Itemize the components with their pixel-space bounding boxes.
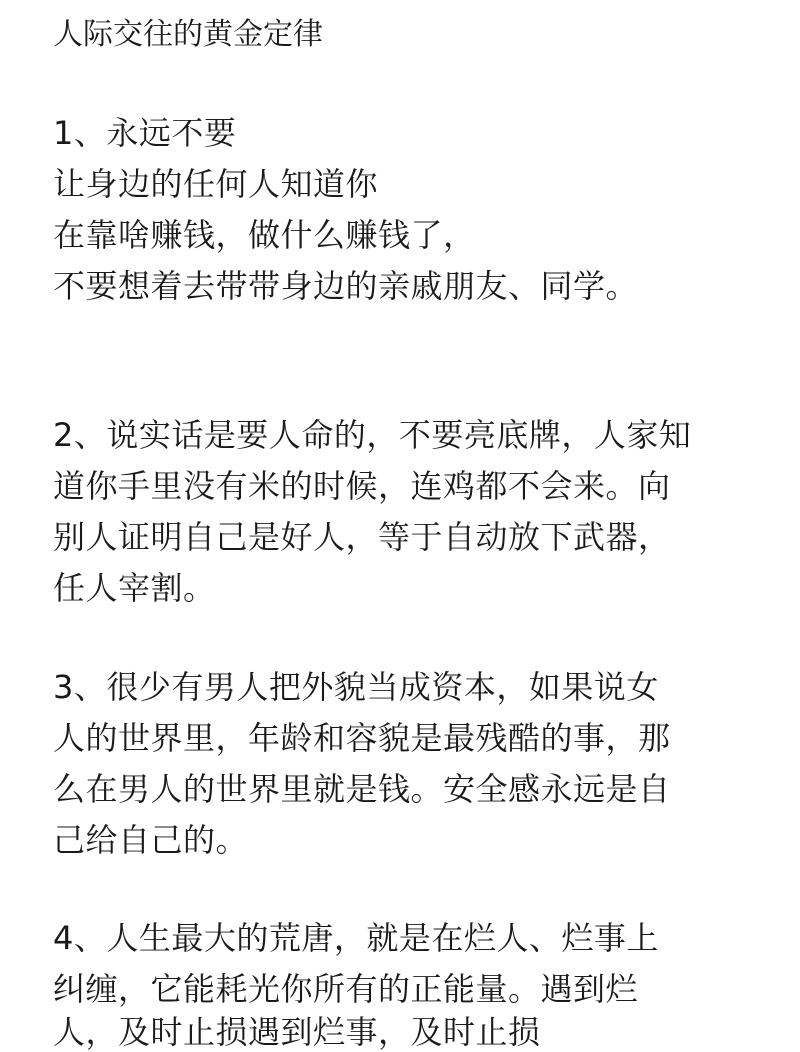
section-3-line-2: 人的世界里，年龄和容貌是最残酷的事，那: [53, 719, 671, 757]
section-1-line-3: 在靠啥赚钱，做什么赚钱了，: [53, 216, 476, 254]
section-1-line-4: 不要想着去带带身边的亲戚朋友、同学。: [53, 267, 639, 305]
section-3-line-4: 己给自己的。: [53, 821, 249, 859]
section-1-line-1: 1、永远不要: [53, 114, 237, 152]
section-4-line-2: 纠缠，它能耗光你所有的正能量。遇到烂: [53, 970, 639, 1008]
document-title: 人际交往的黄金定律: [53, 17, 323, 52]
section-2-line-1: 2、说实话是要人命的，不要亮底牌，人家知: [53, 416, 692, 454]
section-1-line-2: 让身边的任何人知道你: [53, 165, 379, 203]
section-4-line-3: 人，及时止损遇到烂事，及时止损: [53, 1013, 541, 1051]
section-3-line-1: 3、很少有男人把外貌当成资本，如果说女: [53, 668, 659, 706]
section-2-line-3: 别人证明自己是好人，等于自动放下武器，: [53, 518, 671, 556]
section-2-line-2: 道你手里没有米的时候，连鸡都不会来。向: [53, 467, 671, 505]
section-2-line-4: 任人宰割。: [53, 569, 216, 607]
section-3-line-3: 么在男人的世界里就是钱。安全感永远是自: [53, 770, 671, 808]
section-4-line-1: 4、人生最大的荒唐，就是在烂人、烂事上: [53, 919, 659, 957]
